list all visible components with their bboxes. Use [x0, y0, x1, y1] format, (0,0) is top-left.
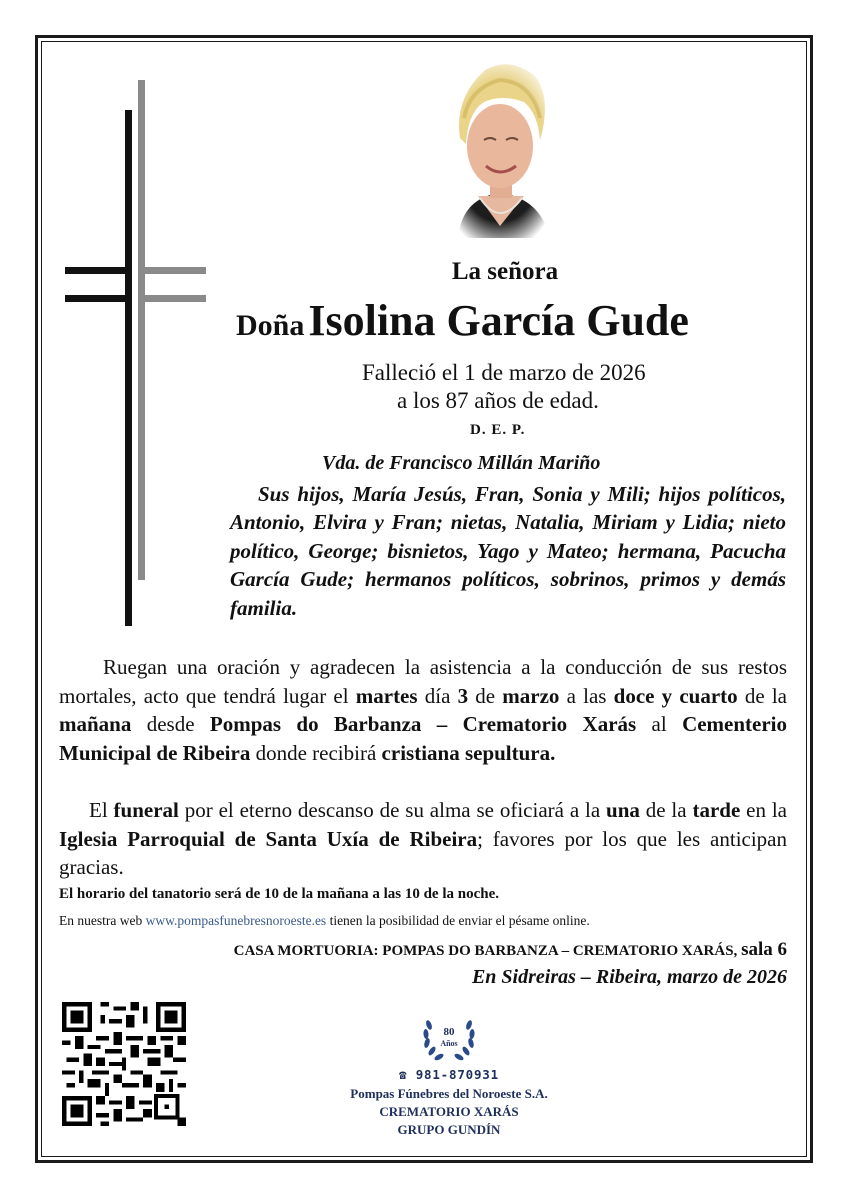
sala-number: sala 6	[741, 939, 787, 960]
death-age: a los 87 años de edad.	[397, 388, 599, 413]
deceased-name-line	[236, 295, 689, 346]
conduction-paragraph: Ruegan una oración y agradecen la asistencia a la conducción de sus restos mortales, acto que tendrá lugar el martes día 3 de marzo a las doce y cuarto de la mañana desde Pompas do Barbanza – Crematorio Xarás al Cementerio Municipal de Ribeira donde recibirá cristiana sepultura.	[59, 655, 788, 765]
portrait-photo	[440, 58, 560, 243]
title-line: La señora	[451, 258, 559, 285]
web-notice: En nuestra web www.pompasfunebresnoroeste.es tienen la posibilidad de enviar el pésame online.	[59, 913, 590, 928]
death-date: Falleció el 1 de marzo de 2026	[362, 360, 646, 385]
phone-line[interactable]	[0, 1067, 849, 1082]
tanatorio-hours: El horario del tanatorio será de 10 de la mañana a las 10 de la noche.	[59, 886, 499, 902]
company-crematorio: CREMATORIO XARÁS	[379, 1104, 519, 1119]
logo-number: 80	[443, 1026, 455, 1038]
place-date: En Sidreiras – Ribeira, marzo de 2026	[471, 966, 787, 988]
funeral-paragraph: El funeral por el eterno descanso de su alma se oficiará a la una de la tarde en la Iglesia Parroquial de Santa Uxía de Ribeira; favores por los que les anticipan gracias.	[59, 798, 787, 880]
family-mourners	[230, 480, 786, 622]
mourners-text: Sus hijos, María Jesús, Fran, Sonia y Mili; hijos políticos, Antonio, Elvira y Fran; nietas, Natalia, Miriam y Lidia; nieto político, George; bisnietos, Yago y Mateo; hermana, Pacucha García Gude; hermanos políticos, sobrinos, primos y demás familia.	[230, 482, 786, 620]
company-name: Pompas Fúnebres del Noroeste S.A.	[350, 1086, 548, 1101]
widow-of: Vda. de Francisco Millán Mariño	[322, 452, 601, 474]
dep-text: D. E. P.	[470, 422, 526, 438]
laurel-80-anos-logo	[420, 1013, 478, 1067]
deceased-name: Isolina García Gude	[308, 296, 689, 345]
logo-word: Años	[440, 1039, 458, 1048]
website-link[interactable]: www.pompasfunebresnoroeste.es	[145, 913, 327, 928]
company-group: GRUPO GUNDÍN	[397, 1122, 501, 1137]
phone-icon: ☎	[399, 1067, 408, 1082]
name-prefix: Doña	[236, 309, 305, 342]
cross-icon	[60, 75, 210, 635]
casa-mortuoria: CASA MORTUORIA: POMPAS DO BARBANZA – CREMATORIO XARÁS, sala 6	[233, 939, 787, 960]
phone-number: 981-870931	[415, 1067, 499, 1082]
